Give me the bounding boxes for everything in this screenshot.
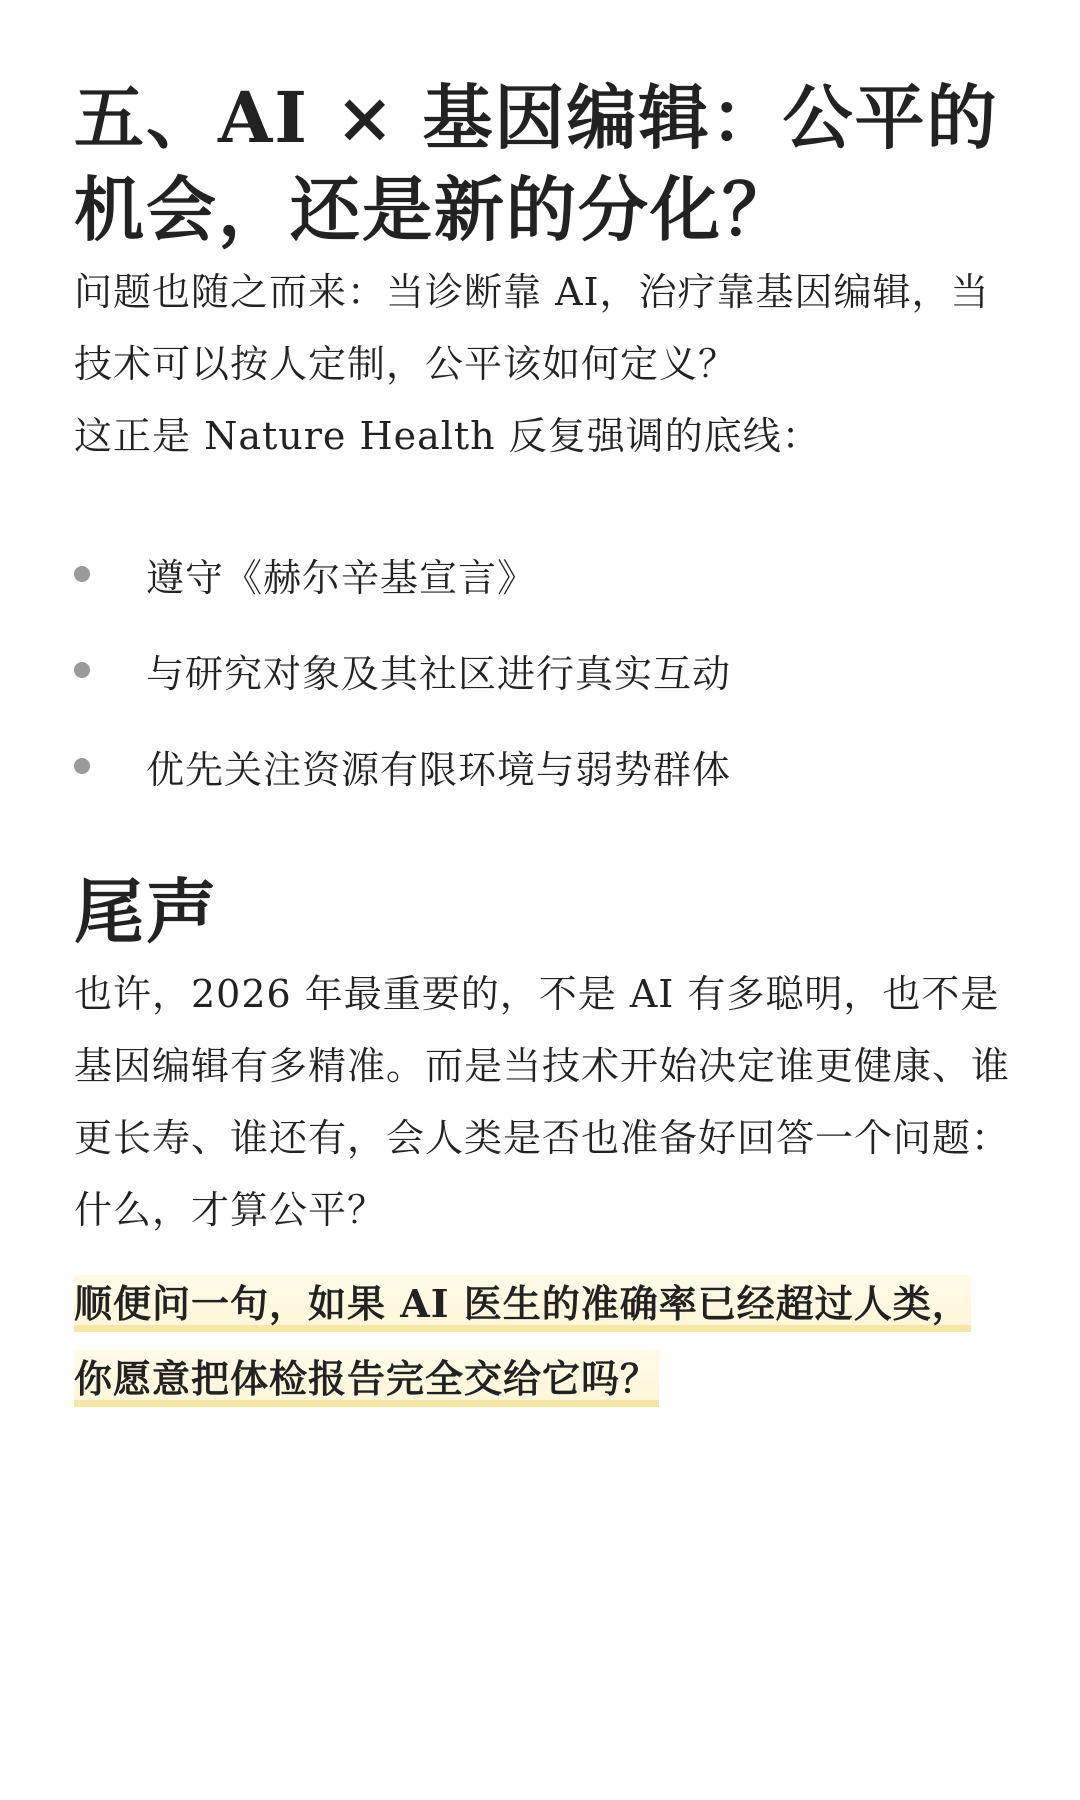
epilogue-title: 尾声 xyxy=(74,870,218,953)
list-item-text: 优先关注资源有限环境与弱势群体 xyxy=(146,747,732,792)
principles-list xyxy=(74,526,1008,814)
highlighted-question-text: 顺便问一句，如果 AI 医生的准确率已经超过人类，你愿意把体检报告完全交给它吗？ xyxy=(74,1275,971,1407)
lead-paragraph: 这正是 Nature Health 反复强调的底线： xyxy=(74,414,821,458)
epilogue-paragraph: 也许，2026 年最重要的，不是 AI 有多聪明，也不是基因编辑有多精准。而是当技术开始决定谁更健康、谁更长寿、谁还有，会人类是否也准备好回答一个问题：什么，才算公平？ xyxy=(74,972,1011,1232)
bullet-dot-icon xyxy=(74,758,90,774)
list-item-text: 遵守《赫尔辛基宣言》 xyxy=(146,555,537,600)
list-item xyxy=(74,526,1008,622)
list-item xyxy=(74,718,1008,814)
closing-question xyxy=(74,1266,974,1416)
list-item xyxy=(74,622,1008,718)
bullet-dot-icon xyxy=(74,566,90,582)
section-title: 五、AI × 基因编辑：公平的机会，还是新的分化？ xyxy=(74,76,999,251)
bullet-dot-icon xyxy=(74,662,90,678)
intro-paragraph: 问题也随之而来：当诊断靠 AI，治疗靠基因编辑，当技术可以按人定制，公平该如何定义？ xyxy=(74,270,990,386)
list-item-text: 与研究对象及其社区进行真实互动 xyxy=(146,651,732,696)
